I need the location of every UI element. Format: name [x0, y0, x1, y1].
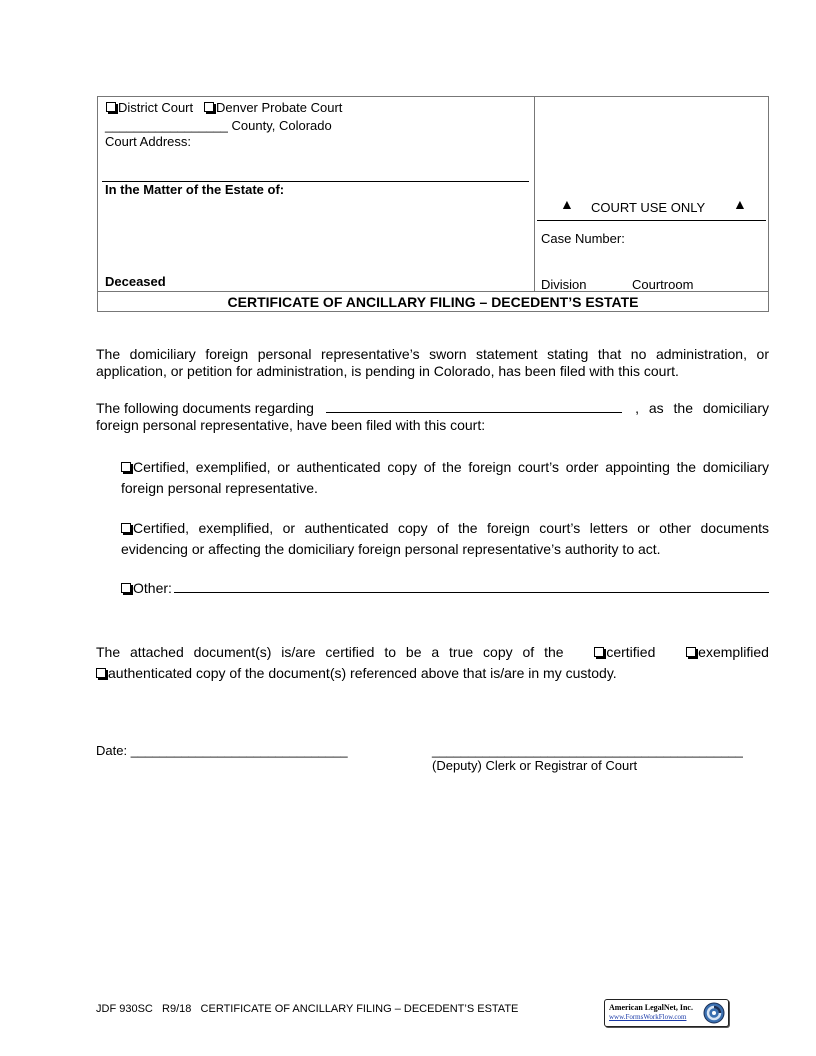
triangle-right-icon: ▲	[733, 196, 747, 212]
paragraph-documents	[96, 400, 769, 434]
certified-checkbox[interactable]	[594, 647, 604, 657]
case-number-label: Case Number:	[541, 231, 625, 246]
clerk-label: (Deputy) Clerk or Registrar of Court	[432, 758, 638, 773]
date-field[interactable]: ______________________________	[130, 743, 348, 758]
district-court-checkbox[interactable]	[106, 102, 116, 112]
courtroom-label: Courtroom	[632, 277, 694, 292]
date-row	[96, 743, 348, 758]
court-type-row	[106, 100, 342, 115]
estate-matter-label: In the Matter of the Estate of:	[105, 182, 285, 197]
district-court-label: District Court	[118, 100, 194, 115]
other-field[interactable]	[174, 580, 769, 593]
denver-probate-label: Denver Probate Court	[215, 100, 343, 115]
regarding-name-field[interactable]	[326, 400, 622, 413]
certified-label: certified	[606, 644, 656, 660]
documents-line2: foreign personal representative, have been filed with this court:	[96, 417, 486, 433]
order-appointing-text: Certified, exemplified, or authenticated copy of the foreign court’s order appointing the domiciliary foreign personal representative.	[121, 459, 769, 496]
form-id: JDF 930SC R9/18 CERTIFICATE OF ANCILLARY FILING – DECEDENT’S ESTATE	[96, 1003, 519, 1015]
item-order-appointing	[121, 457, 769, 499]
court-use-underline	[537, 220, 766, 221]
certification-text-end: authenticated copy of the document(s) referenced above that is/are in my custody.	[108, 665, 617, 681]
exemplified-label: exemplified	[698, 644, 769, 660]
order-appointing-checkbox[interactable]	[121, 462, 131, 472]
as-the-domiciliary-label: , as the domiciliary	[635, 400, 769, 416]
item-letters	[121, 518, 769, 560]
documents-regarding-label: The following documents regarding	[96, 400, 314, 416]
division-label: Division	[541, 277, 587, 292]
page-title: CERTIFICATE OF ANCILLARY FILING – DECEDENT’S ESTATE	[227, 294, 639, 310]
item-other	[121, 580, 769, 596]
paragraph-sworn-statement: The domiciliary foreign personal representative’s sworn statement stating that no administration, or application, or petition for administration, is pending in Colorado, has been filed with this court.	[96, 346, 769, 379]
signature-line[interactable]: ___________________________________________	[432, 743, 743, 758]
denver-probate-checkbox[interactable]	[204, 102, 214, 112]
exemplified-checkbox[interactable]	[686, 647, 696, 657]
globe-icon	[703, 1002, 725, 1024]
caption-divider	[534, 96, 535, 292]
letters-checkbox[interactable]	[121, 523, 131, 533]
certification-text-start: The attached document(s) is/are certified to be a true copy of the	[96, 644, 564, 660]
paragraph-certification	[96, 642, 769, 684]
other-checkbox[interactable]	[121, 583, 131, 593]
triangle-left-icon: ▲	[560, 196, 574, 212]
other-label: Other:	[133, 580, 172, 596]
county-line[interactable]: _________________ County, Colorado	[105, 118, 332, 133]
deceased-label: Deceased	[105, 274, 166, 289]
authenticated-checkbox[interactable]	[96, 668, 106, 678]
court-use-only-label: COURT USE ONLY	[591, 200, 706, 215]
letters-text: Certified, exemplified, or authenticated copy of the foreign court’s letters or other documents evidencing or affecting the domiciliary foreign personal representative’s authority to act.	[121, 520, 769, 557]
american-legalnet-logo	[604, 999, 729, 1027]
logo-url[interactable]: www.FormsWorkFlow.com	[609, 1013, 687, 1021]
date-label: Date:	[96, 743, 128, 758]
court-address-label: Court Address:	[105, 134, 191, 149]
logo-name: American LegalNet, Inc.	[609, 1003, 693, 1012]
